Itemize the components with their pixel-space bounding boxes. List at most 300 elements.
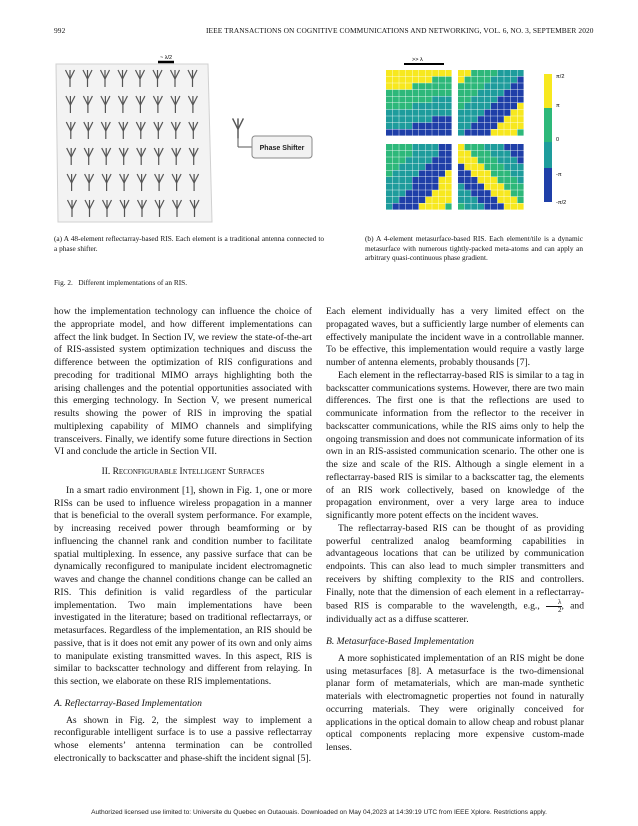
meta-atom-cell <box>498 157 504 163</box>
meta-atom-cell <box>412 123 418 129</box>
meta-atom-cell <box>419 157 425 163</box>
meta-atom-cell <box>412 110 418 116</box>
meta-atom-cell <box>439 103 445 109</box>
meta-atom-cell <box>399 83 405 89</box>
meta-atom-cell <box>412 90 418 96</box>
meta-atom-cell <box>386 116 392 122</box>
meta-atom-cell <box>504 184 510 190</box>
meta-atom-cell <box>386 96 392 102</box>
meta-atom-cell <box>432 170 438 176</box>
meta-atom-cell <box>445 116 451 122</box>
meta-atom-cell <box>432 197 438 203</box>
meta-atom-cell <box>399 184 405 190</box>
meta-atom-cell <box>517 70 523 76</box>
meta-atom-cell <box>484 197 490 203</box>
meta-atom-cell <box>504 190 510 196</box>
meta-atom-cell <box>465 184 471 190</box>
meta-atom-cell <box>426 164 432 170</box>
meta-atom-cell <box>426 116 432 122</box>
meta-atom-cell <box>399 144 405 150</box>
meta-atom-cell <box>399 164 405 170</box>
meta-atom-cell <box>504 77 510 83</box>
meta-atom-cell <box>504 197 510 203</box>
meta-atom-cell <box>393 164 399 170</box>
meta-atom-cell <box>432 103 438 109</box>
meta-atom-cell <box>412 170 418 176</box>
meta-atom-cell <box>504 123 510 129</box>
meta-atom-cell <box>432 83 438 89</box>
phase-colorbar <box>544 74 566 206</box>
meta-atom-cell <box>439 177 445 183</box>
meta-atom-cell <box>484 70 490 76</box>
meta-atom-cell <box>412 197 418 203</box>
meta-atom-cell <box>491 90 497 96</box>
meta-atom-cell <box>478 70 484 76</box>
meta-atom-cell <box>498 96 504 102</box>
meta-atom-cell <box>406 90 412 96</box>
meta-atom-cell <box>393 151 399 157</box>
meta-atom-cell <box>439 197 445 203</box>
meta-atom-cell <box>426 177 432 183</box>
meta-atom-cell <box>471 90 477 96</box>
meta-atom-cell <box>393 197 399 203</box>
meta-atom-cell <box>517 151 523 157</box>
meta-atom-cell <box>399 197 405 203</box>
meta-atom-cell <box>517 177 523 183</box>
fraction-denominator: 2 <box>558 606 562 615</box>
meta-atom-cell <box>419 77 425 83</box>
meta-atom-cell <box>504 70 510 76</box>
meta-atom-cell <box>491 190 497 196</box>
meta-atom-cell <box>426 110 432 116</box>
colorbar-tick: π/2 <box>556 74 565 80</box>
meta-atom-cell <box>393 103 399 109</box>
section-heading: II. Reconfigurable Intelligent Surfaces <box>101 467 265 477</box>
meta-atom-cell <box>478 123 484 129</box>
meta-atom-cell <box>406 103 412 109</box>
meta-atom-cell <box>471 151 477 157</box>
meta-atom-cell <box>498 151 504 157</box>
meta-atom-cell <box>484 170 490 176</box>
figure-caption: Fig. 2. Different implementations of an RIS. <box>54 278 188 287</box>
meta-atom-cell <box>419 96 425 102</box>
meta-atom-cell <box>465 110 471 116</box>
meta-atom-cell <box>426 96 432 102</box>
much-larger-than-lambda-label: >> λ <box>412 57 423 63</box>
meta-atom-cell <box>419 177 425 183</box>
meta-atom-cell <box>445 77 451 83</box>
license-footer: Authorized licensed use limited to: Universite du Quebec en Outaouais. Downloaded on May 04,2023 at 14:39:19 UTC from IEEE Xplore. Restrictions apply. <box>91 809 547 816</box>
meta-atom-cell <box>419 203 425 209</box>
meta-atom-cell <box>399 170 405 176</box>
meta-atom-cell <box>432 96 438 102</box>
meta-atom-cell <box>432 90 438 96</box>
meta-atom-cell <box>439 151 445 157</box>
meta-atom-cell <box>471 184 477 190</box>
meta-atom-cell <box>491 157 497 163</box>
meta-atom-cell <box>504 110 510 116</box>
meta-atom-cell <box>445 164 451 170</box>
meta-atom-cell <box>426 77 432 83</box>
meta-atom-cell <box>386 184 392 190</box>
meta-atom-cell <box>406 157 412 163</box>
meta-atom-cell <box>511 184 517 190</box>
meta-atom-cell <box>386 157 392 163</box>
meta-atom-cell <box>517 83 523 89</box>
meta-atom-cell <box>504 96 510 102</box>
meta-atom-cell <box>439 129 445 135</box>
meta-atom-cell <box>426 103 432 109</box>
meta-atom-cell <box>504 151 510 157</box>
meta-atom-cell <box>498 77 504 83</box>
meta-atom-cell <box>471 77 477 83</box>
meta-atom-cell <box>465 103 471 109</box>
meta-atom-cell <box>426 190 432 196</box>
meta-atom-cell <box>517 129 523 135</box>
meta-atom-cell <box>399 151 405 157</box>
meta-atom-cell <box>471 164 477 170</box>
meta-atom-cell <box>471 96 477 102</box>
meta-atom-cell <box>478 197 484 203</box>
meta-atom-cell <box>478 110 484 116</box>
meta-atom-cell <box>465 116 471 122</box>
meta-atom-cell <box>484 190 490 196</box>
meta-atom-cell <box>399 203 405 209</box>
meta-atom-cell <box>386 170 392 176</box>
meta-atom-cell <box>432 157 438 163</box>
meta-atom-cell <box>432 203 438 209</box>
meta-atom-cell <box>393 123 399 129</box>
meta-atom-cell <box>432 123 438 129</box>
meta-atom-cell <box>439 96 445 102</box>
meta-atom-cell <box>491 129 497 135</box>
paragraph <box>326 523 584 627</box>
meta-atom-cell <box>498 103 504 109</box>
meta-atom-cell <box>419 116 425 122</box>
meta-atom-cell <box>478 177 484 183</box>
meta-atom-cell <box>406 77 412 83</box>
meta-atom-cell <box>419 110 425 116</box>
meta-atom-cell <box>484 90 490 96</box>
meta-atom-cell <box>426 144 432 150</box>
meta-atom-cell <box>445 123 451 129</box>
meta-atom-cell <box>517 190 523 196</box>
meta-atom-cell <box>445 170 451 176</box>
meta-atom-cell <box>412 96 418 102</box>
meta-atom-cell <box>504 203 510 209</box>
meta-atom-cell <box>498 123 504 129</box>
fraction-numerator: λ <box>546 599 562 607</box>
meta-atom-cell <box>386 123 392 129</box>
meta-atom-cell <box>458 83 464 89</box>
meta-atom-cell <box>484 129 490 135</box>
paragraph: how the implementation technology can influence the choice of the appropriate model, and how different implementations can affect the link budget. In Section IV, we review the state-of-the-art of RIS-assisted system optimization techniques and discuss the difference between the optimization of RIS configurations and precoding for traditional MIMO arrays highlighting both the arising challenges and the potential opportunities associated with this emerging technology. In Section V, we present numerical results showing the power of RIS in improving the spatial multiplexing capability of MIMO channels and simplifying transceivers. Finally, we identify some future directions in Section VI and conclude the article in Section VII. <box>54 306 312 458</box>
meta-atom-cell <box>393 129 399 135</box>
meta-atom-cell <box>511 151 517 157</box>
meta-atom-cell <box>393 110 399 116</box>
meta-atom-cell <box>412 70 418 76</box>
meta-atom-cell <box>478 190 484 196</box>
meta-atom-cell <box>426 184 432 190</box>
meta-atom-cell <box>393 157 399 163</box>
meta-atom-cell <box>445 83 451 89</box>
meta-atom-cell <box>386 177 392 183</box>
meta-atom-cell <box>393 77 399 83</box>
meta-atom-cell <box>399 103 405 109</box>
paragraph: Each element individually has a very limited effect on the propagated waves, but a sufficiently large number of elements can effectively manipulate the incident wave in a controllable manner. To be effective, this implementation would require a vastly large number of antenna elements, probably thousands [7]. <box>326 306 584 368</box>
meta-atom-cell <box>386 164 392 170</box>
left-column <box>54 306 312 766</box>
meta-atom-cell <box>478 77 484 83</box>
metasurface-tile <box>458 70 524 136</box>
meta-atom-cell <box>471 116 477 122</box>
meta-atom-cell <box>393 170 399 176</box>
meta-atom-cell <box>419 144 425 150</box>
meta-atom-cell <box>465 96 471 102</box>
meta-atom-cell <box>471 190 477 196</box>
colorbar-blue <box>544 168 552 202</box>
meta-atom-cell <box>484 123 490 129</box>
colorbar-tick: 0 <box>556 137 560 143</box>
meta-atom-cell <box>471 197 477 203</box>
meta-atom-cell <box>439 203 445 209</box>
paragraph: In a smart radio environment [1], shown in Fig. 1, one or more RISs can be used to influence wireless propagation in a manner that is beneficial to the overall system performance. For example, by increasing received power through beamforming or by influencing the channel rank and condition number to facilitate spatial multiplexing. In essence, any passive surface that can be dynamically reconfigured to manipulate incident electromagnetic waves and change the channel conditions change can be called an RIS. This definition is valid regardless of the particular implementation. Two main implementations have been investigated in the literature; based on traditional reflectarrays, or metasurfaces. Regardless of the implementation, an RIS should be passive, that is it does not emit any power of its own and only aims to manipulate existing transmitted waves. In this aspect, RIS is similar to backscatter technology and different from relaying. In this section, we elaborate on these RIS implementations. <box>54 484 312 687</box>
meta-atom-cell <box>517 103 523 109</box>
meta-atom-cell <box>432 70 438 76</box>
meta-atom-cell <box>484 177 490 183</box>
meta-atom-cell <box>439 110 445 116</box>
meta-atom-cell <box>498 90 504 96</box>
meta-atom-cell <box>511 170 517 176</box>
colorbar-tick: π <box>556 103 560 109</box>
meta-atom-cell <box>386 203 392 209</box>
meta-atom-cell <box>484 184 490 190</box>
meta-atom-cell <box>511 70 517 76</box>
meta-atom-cell <box>458 110 464 116</box>
meta-atom-cell <box>426 83 432 89</box>
meta-atom-cell <box>445 151 451 157</box>
meta-atom-cell <box>399 157 405 163</box>
meta-atom-cell <box>406 151 412 157</box>
colorbar-teal <box>544 142 552 168</box>
colorbar-yellow <box>544 74 552 108</box>
meta-atom-cell <box>393 96 399 102</box>
meta-atom-cell <box>412 184 418 190</box>
meta-atom-cell <box>406 116 412 122</box>
meta-atom-cell <box>426 151 432 157</box>
meta-atom-cell <box>517 157 523 163</box>
meta-atom-cell <box>399 96 405 102</box>
meta-atom-cell <box>491 184 497 190</box>
paragraph: Each element in the reflectarray-based RIS is similar to a tag in backscatter communications systems. However, there are two main differences. The first one is that the reflections are used to communicate information from the reflector to the receiver in backscatter communications, while the RIS aims only to help the ongoing transmission and does not communicate information of its own in an RIS-assisted communication scenario. The other one is the size and scale of the RIS. Although a single element in a reflectarray-based RIS is similar to a backscatter tag, the elements of an RIS work collectively, based on knowledge of the propagation environment, over a very large area to induce significantly more potent effects on the incident waves. <box>326 369 584 521</box>
meta-atom-cell <box>511 96 517 102</box>
meta-atom-cell <box>511 129 517 135</box>
meta-atom-cell <box>439 70 445 76</box>
meta-atom-cell <box>478 83 484 89</box>
meta-atom-cell <box>478 151 484 157</box>
meta-atom-cell <box>439 157 445 163</box>
meta-atom-cell <box>491 110 497 116</box>
meta-atom-cell <box>491 197 497 203</box>
meta-atom-cell <box>412 177 418 183</box>
meta-atom-cell <box>511 116 517 122</box>
meta-atom-cell <box>419 151 425 157</box>
meta-atom-cell <box>504 90 510 96</box>
meta-atom-cell <box>478 96 484 102</box>
meta-atom-cell <box>478 184 484 190</box>
meta-atom-cell <box>517 203 523 209</box>
meta-atom-cell <box>406 177 412 183</box>
meta-atom-cell <box>471 123 477 129</box>
meta-atom-cell <box>498 184 504 190</box>
meta-atom-cell <box>484 110 490 116</box>
paragraph: A more sophisticated implementation of an RIS might be done using metasurfaces [8]. A metasurface is the two-dimensional planar form of metamaterials, which are man-made synthetic materials with electromagnetic properties not found in naturally occurring materials. They were originally conceived for applications in the optical domain to allow cheap and robust planar optical components replacing more expensive custom-made lenses. <box>326 652 584 753</box>
meta-atom-cell <box>406 144 412 150</box>
meta-atom-cell <box>458 90 464 96</box>
meta-atom-cell <box>432 110 438 116</box>
meta-atom-cell <box>504 144 510 150</box>
meta-atom-cell <box>478 164 484 170</box>
right-column <box>326 306 584 755</box>
meta-atom-cell <box>439 90 445 96</box>
antenna-phase-shifter-inset <box>233 118 312 158</box>
meta-atom-cell <box>471 177 477 183</box>
meta-atom-cell <box>498 70 504 76</box>
meta-atom-cell <box>491 77 497 83</box>
subsection-heading: A. Reflectarray-Based Implementation <box>54 697 202 709</box>
meta-atom-cell <box>484 151 490 157</box>
meta-atom-cell <box>432 151 438 157</box>
meta-atom-cell <box>458 157 464 163</box>
subsection-heading: B. Metasurface-Based Implementation <box>326 636 474 647</box>
meta-atom-cell <box>491 116 497 122</box>
meta-atom-cell <box>419 170 425 176</box>
meta-atom-cell <box>426 70 432 76</box>
meta-atom-cell <box>393 83 399 89</box>
meta-atom-cell <box>491 103 497 109</box>
meta-atom-cell <box>445 70 451 76</box>
lambda-over-two-fraction <box>546 599 562 614</box>
meta-atom-cell <box>517 123 523 129</box>
meta-atom-cell <box>399 129 405 135</box>
meta-atom-cell <box>458 116 464 122</box>
meta-atom-cell <box>412 151 418 157</box>
subfigure-a-caption: (a) A 48-element reflectarray-based RIS. Each element is a traditional antenna connected to a phase shifter. <box>54 234 324 253</box>
meta-atom-cell <box>517 170 523 176</box>
meta-atom-cell <box>426 90 432 96</box>
meta-atom-cell <box>478 203 484 209</box>
meta-atom-cell <box>393 177 399 183</box>
meta-atom-cell <box>393 184 399 190</box>
meta-atom-cell <box>498 190 504 196</box>
meta-atom-cell <box>471 157 477 163</box>
meta-atom-cell <box>419 83 425 89</box>
meta-atom-cell <box>386 151 392 157</box>
meta-atom-cell <box>419 90 425 96</box>
meta-atom-cell <box>419 184 425 190</box>
meta-atom-cell <box>491 203 497 209</box>
colorbar-tick: -π/2 <box>556 200 567 206</box>
meta-atom-cell <box>445 184 451 190</box>
meta-atom-cell <box>412 103 418 109</box>
meta-atom-cell <box>406 197 412 203</box>
meta-atom-cell <box>393 70 399 76</box>
meta-atom-cell <box>445 203 451 209</box>
meta-atom-cell <box>458 197 464 203</box>
meta-atom-cell <box>511 190 517 196</box>
metasurface-tile <box>386 144 452 210</box>
running-header: IEEE TRANSACTIONS ON COGNITIVE COMMUNICATIONS AND NETWORKING, VOL. 6, NO. 3, SEPTEMBER 2020 <box>206 26 594 35</box>
meta-atom-cell <box>426 197 432 203</box>
meta-atom-cell <box>445 177 451 183</box>
meta-atom-cell <box>478 116 484 122</box>
meta-atom-cell <box>445 129 451 135</box>
colorbar-tick: -π <box>556 172 562 178</box>
meta-atom-cell <box>511 103 517 109</box>
meta-atom-cell <box>458 164 464 170</box>
meta-atom-cell <box>465 151 471 157</box>
meta-atom-cell <box>393 190 399 196</box>
meta-atom-cell <box>498 170 504 176</box>
meta-atom-cell <box>432 129 438 135</box>
meta-atom-cell <box>406 170 412 176</box>
meta-atom-cell <box>465 197 471 203</box>
meta-atom-cell <box>412 190 418 196</box>
meta-atom-cell <box>471 170 477 176</box>
meta-atom-cell <box>498 116 504 122</box>
meta-atom-cell <box>432 184 438 190</box>
meta-atom-cell <box>517 77 523 83</box>
meta-atom-cell <box>498 164 504 170</box>
meta-atom-cell <box>491 177 497 183</box>
meta-atom-cell <box>484 83 490 89</box>
meta-atom-cell <box>419 197 425 203</box>
meta-atom-cell <box>412 116 418 122</box>
meta-atom-cell <box>511 77 517 83</box>
meta-atom-cell <box>465 70 471 76</box>
meta-atom-cell <box>399 110 405 116</box>
meta-atom-cell <box>511 203 517 209</box>
meta-atom-cell <box>465 190 471 196</box>
meta-atom-cell <box>484 203 490 209</box>
meta-atom-cell <box>445 96 451 102</box>
meta-atom-cell <box>432 190 438 196</box>
meta-atom-cell <box>478 144 484 150</box>
meta-atom-cell <box>445 90 451 96</box>
meta-atom-cell <box>465 164 471 170</box>
meta-atom-cell <box>471 103 477 109</box>
meta-atom-cell <box>484 144 490 150</box>
meta-atom-cell <box>412 203 418 209</box>
meta-atom-cell <box>484 116 490 122</box>
meta-atom-cell <box>478 157 484 163</box>
meta-atom-cell <box>498 197 504 203</box>
meta-atom-cell <box>439 83 445 89</box>
meta-atom-cell <box>491 96 497 102</box>
meta-atom-cell <box>412 164 418 170</box>
meta-atom-cell <box>458 177 464 183</box>
meta-atom-cell <box>386 70 392 76</box>
paragraph-text: , and individually act as a diffuse scatterer. <box>326 600 585 626</box>
meta-atom-cell <box>445 197 451 203</box>
meta-atom-cell <box>458 123 464 129</box>
meta-atom-cell <box>465 83 471 89</box>
meta-atom-cell <box>484 96 490 102</box>
meta-atom-cell <box>511 90 517 96</box>
meta-atom-cell <box>406 190 412 196</box>
meta-atom-cell <box>386 197 392 203</box>
meta-atom-cell <box>458 70 464 76</box>
